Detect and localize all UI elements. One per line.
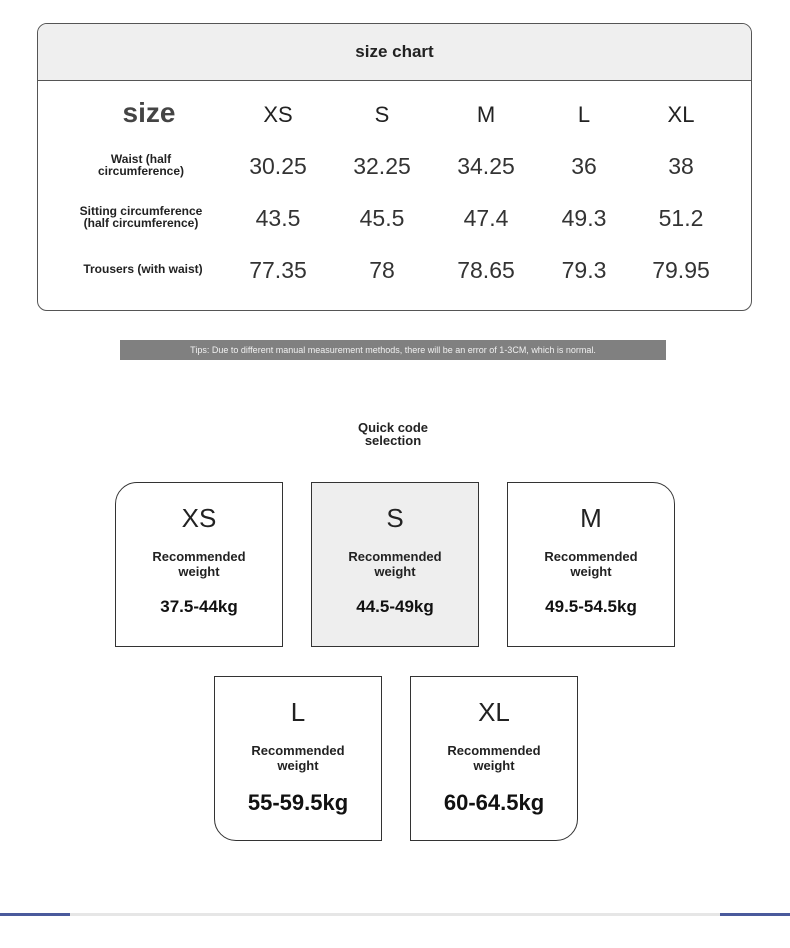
- card-label: [312, 549, 478, 579]
- size-header-l: L: [577, 102, 591, 127]
- size-card-xl: [410, 676, 578, 841]
- footer-accent-right: [720, 913, 790, 916]
- size-chart-table: [37, 23, 752, 311]
- table-cell: 77.35: [249, 257, 307, 283]
- row-label-line: Trousers (with waist): [83, 262, 203, 276]
- size-header-s: S: [374, 102, 390, 127]
- card-label: [116, 549, 282, 579]
- row-label-sitting: [80, 205, 203, 229]
- card-weight-range: 60-64.5kg: [443, 790, 545, 815]
- size-card-xs: [115, 482, 283, 647]
- card-size: XS: [181, 503, 217, 533]
- table-cell: 79.95: [652, 257, 710, 283]
- quick-code-title: [330, 421, 456, 447]
- card-label-line: Recommended: [544, 549, 638, 564]
- table-cell: 49.3: [561, 205, 607, 231]
- card-label-line: weight: [374, 564, 416, 579]
- row-label-trousers: [83, 263, 202, 275]
- size-header-m: M: [476, 102, 496, 127]
- table-cell: 47.4: [463, 205, 509, 231]
- size-card-s: [311, 482, 479, 647]
- row-label-line: circumference): [97, 164, 185, 178]
- table-cell: 34.25: [457, 153, 515, 179]
- card-label-line: Recommended: [447, 743, 541, 758]
- card-size: XL: [478, 697, 510, 727]
- footer-divider: [70, 913, 720, 916]
- card-weight-range: 49.5-54.5kg: [545, 597, 637, 616]
- size-column-header: size: [122, 97, 176, 128]
- card-size: M: [580, 503, 602, 533]
- card-label-line: Recommended: [152, 549, 246, 564]
- footer-accent-left: [0, 913, 70, 916]
- quick-code-title-line: Quick code: [357, 420, 429, 435]
- quick-code-title-line: selection: [364, 433, 422, 448]
- row-label-waist: [98, 153, 184, 177]
- table-cell: 79.3: [561, 257, 607, 283]
- card-label: [508, 549, 674, 579]
- size-chart-title: size chart: [38, 24, 751, 81]
- card-weight-range: 37.5-44kg: [160, 597, 238, 616]
- table-cell: 51.2: [658, 205, 704, 231]
- card-label-line: weight: [277, 758, 319, 773]
- card-weight-range: 44.5-49kg: [356, 597, 434, 616]
- row-label-line: Waist (half: [110, 152, 172, 166]
- table-cell: 30.25: [249, 153, 307, 179]
- size-header-xs: XS: [263, 102, 293, 127]
- table-cell: 43.5: [255, 205, 301, 231]
- card-label-line: weight: [178, 564, 220, 579]
- card-label: [411, 743, 577, 773]
- row-label-line: Sitting circumference: [79, 204, 203, 218]
- size-header-xl: XL: [667, 102, 695, 127]
- table-cell: 45.5: [359, 205, 405, 231]
- card-label-line: weight: [570, 564, 612, 579]
- size-card-l: [214, 676, 382, 841]
- row-label-line: (half circumference): [83, 216, 199, 230]
- card-weight-range: 55-59.5kg: [247, 790, 349, 815]
- measurement-tip: Tips: Due to different manual measurement methods, there will be an error of 1-3CM, which is normal.: [120, 340, 666, 360]
- table-cell: 36: [571, 153, 597, 179]
- table-cell: 78.65: [457, 257, 515, 283]
- size-card-m: [507, 482, 675, 647]
- card-label: [215, 743, 381, 773]
- card-label-line: Recommended: [251, 743, 345, 758]
- card-label-line: weight: [473, 758, 515, 773]
- card-label-line: Recommended: [348, 549, 442, 564]
- table-cell: 78: [369, 257, 395, 283]
- table-cell: 38: [668, 153, 694, 179]
- table-cell: 32.25: [353, 153, 411, 179]
- card-size: L: [290, 697, 306, 727]
- card-size: S: [386, 503, 404, 533]
